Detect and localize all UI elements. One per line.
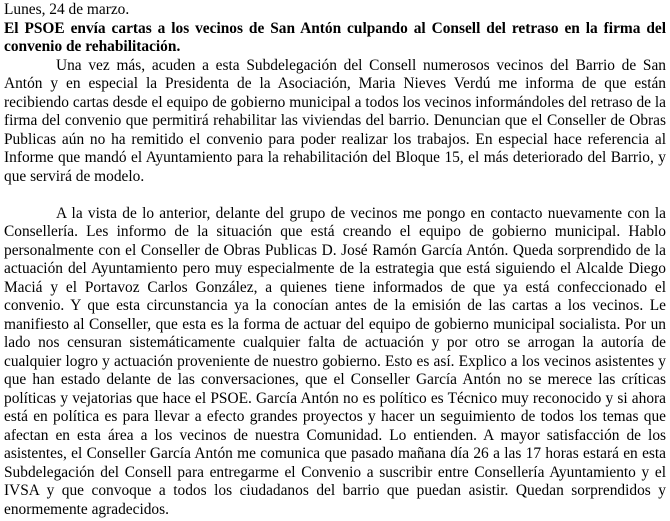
dateline: Lunes, 24 de marzo. xyxy=(4,1,130,18)
body-paragraph: Una vez más, acuden a esta Subdelegación del Consell numerosos vecinos del Barrio de San Antón y en especial la Presidenta de la Asociación, Maria Nieves Verdú me informa de que están recibiendo cartas desde el equipo de gobierno municipal a todos los vecinos informándoles del retraso de la firma del convenio que permitirá rehabilitar las viviendas del barrio. Denuncian que el Conseller de Obras Publicas aún no ha remitido el convenio para poder realizar los trabajos. En especial hace referencia al Informe que mandó el Ayuntamiento para la rehabilitación del Bloque 15, el más deteriorado del Barrio, y que servirá de modelo. xyxy=(4,56,666,185)
body-paragraph: A la vista de lo anterior, delante del grupo de vecinos me pongo en contacto nuevamente con la Consellería. Les informo de la situación que está creando el equipo de gobierno municipal. Hablo personalmente con el Conseller de Obras Publicas D. José Ramón García Antón. Queda sorprendido de la actuación del Ayuntamiento pero muy especialmente de la estrategia que está siguiendo el Alcalde Diego Maciá y el Portavoz Carlos González, a quienes tiene informados de que ya está confeccionado el convenio. Y que esta circunstancia ya la conocían antes de la emisión de las cartas a los vecinos. Le manifiesto al Conseller, que esta es la forma de actuar del equipo de gobierno municipal socialista. Por un lado nos censuran sistemáticamente cualquier falta de actuación y por otro se arrogan la autoría de cualquier logro y actuación proveniente de nuestro gobierno. Esto es así. Explico a los vecinos asistentes y que han estado delante de las conversaciones, que el Conseller García Antón no se merece las críticas políticas y vejatorias que hace el PSOE. García Antón no es político es Técnico muy reconocido y si ahora está en política es para llevar a efecto grandes proyectos y hacer un seguimiento de todos los temas que afectan en esta área a los vecinos de nuestra Comunidad. Lo entienden. A mayor satisfacción de los asistentes, el Conseller García Antón me comunica que pasado mañana día 26 a las 17 horas estará en esta Subdelegación del Consell para entregarme el Convenio a suscribir entre Consellería Ayuntamiento y el IVSA y que convoque a todos los ciudadanos del barrio que puedan asistir. Quedan sorprendidos y enormemente agradecidos. xyxy=(4,204,666,518)
document-page xyxy=(4,0,666,519)
paragraph-gap xyxy=(4,186,666,205)
headline: El PSOE envía cartas a los vecinos de San Antón culpando al Consell del retraso en la firma del convenio de rehabilitación. xyxy=(4,19,666,55)
